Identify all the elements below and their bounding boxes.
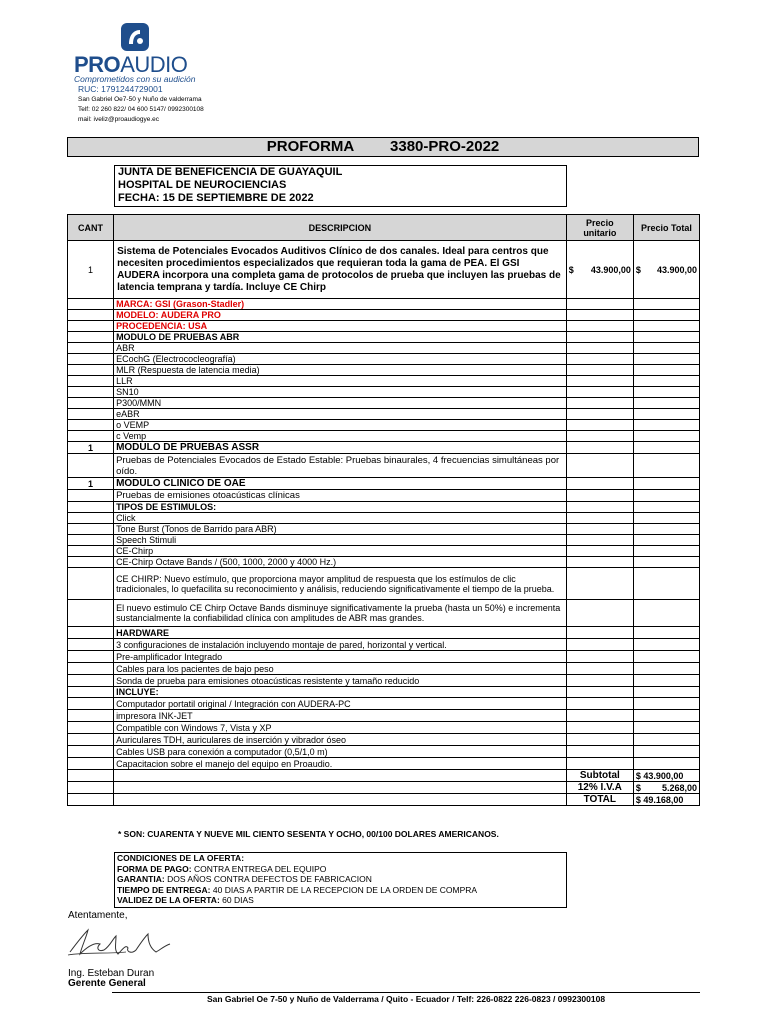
amount-in-words: * SON: CUARENTA Y NUEVE MIL CIENTO SESENTA Y OCHO, 00/100 DOLARES AMERICANOS. — [118, 829, 499, 839]
total-value: $ 49.168,00 — [633, 794, 699, 806]
signer-role: Gerente General — [68, 978, 146, 989]
list-item: P300/MMN — [114, 398, 567, 409]
table-row-main-item — [68, 241, 700, 299]
list-item: Computador portatil original / Integración con AUDERA-PC — [114, 698, 567, 710]
list-item: CE-Chirp — [114, 546, 567, 557]
total-label: TOTAL — [566, 794, 633, 806]
total-row — [68, 794, 700, 806]
iva-label: 12% I.V.A — [566, 782, 633, 794]
client-line-1: JUNTA DE BENEFICENCIA DE GUAYAQUIL — [118, 166, 343, 178]
page-footer: San Gabriel Oe 7-50 y Nuño de Valderrama / Quito - Ecuador / Telf: 226-0822 226-0823 / 0992300108 — [112, 992, 700, 1004]
origin-row: PROCEDENCIA: USA — [114, 321, 567, 332]
subtotal-label: Subtotal — [566, 770, 633, 782]
list-item: SN10 — [114, 387, 567, 398]
subtotal-value: $ 43.900,00 — [633, 770, 699, 782]
delivery-terms: TIEMPO DE ENTREGA: 40 DIAS A PARTIR DE LA RECEPCION DE LA ORDEN DE COMPRA — [117, 884, 478, 895]
warranty-terms: GARANTIA: DOS AÑOS CONTRA DEFECTOS DE FABRICACION — [117, 874, 372, 884]
octave-bands-note: El nuevo estimulo CE Chirp Octave Bands disminuye significativamente la prueba (hasta un 50%) e incrementa sustancialmente la confiabilidad clínica con amplitudes de ABR mas grandes. — [114, 600, 567, 627]
client-line-2: HOSPITAL DE NEUROCIENCIAS — [118, 179, 287, 191]
list-item: 3 configuraciones de instalación incluyendo montaje de pared, horizontal y vertical. — [114, 639, 567, 651]
col-header-unit: Precio unitario — [566, 215, 633, 241]
main-item-desc: Sistema de Potenciales Evocados Auditivos Clínico de dos canales. Ideal para centros que necesiten procedimientos especializados que requieran toda la gama de PEA. El GSI AUDERA incorpora una completa gama de protocolos de prueba que incluyen las pruebas de latencia temprana y tardía. Incluye CE Chirp — [114, 241, 567, 299]
main-item-qty: 1 — [68, 241, 114, 299]
main-item-unit-price: $ 43.900,00 — [566, 241, 633, 299]
proaudio-logo-icon — [120, 22, 150, 52]
list-item: Pre-amplificador Integrado — [114, 651, 567, 663]
brand-tagline: Comprometidos con su audición — [74, 74, 196, 84]
list-item: MLR (Respuesta de latencia media) — [114, 365, 567, 376]
assr-desc: Pruebas de Potenciales Evocados de Estado Estable: Pruebas binaurales, 4 frecuencias simultáneas por oído. — [114, 454, 567, 478]
includes-title: INCLUYE: — [114, 687, 567, 698]
hardware-title: HARDWARE — [114, 627, 567, 639]
client-info-box — [114, 165, 567, 207]
assr-qty: 1 — [68, 442, 114, 454]
list-item: Auriculares TDH, auriculares de inserción y vibrador óseo — [114, 734, 567, 746]
closing-greeting: Atentamente, — [68, 910, 128, 921]
model-row: MODELO: AUDERA PRO — [114, 310, 567, 321]
list-item: CE-Chirp Octave Bands / (500, 1000, 2000 y 4000 Hz.) — [114, 557, 567, 568]
oae-desc: Pruebas de emisiones otoacústicas clínicas — [114, 490, 567, 502]
iva-row — [68, 782, 700, 794]
oae-qty: 1 — [68, 478, 114, 490]
abr-module-title: MODULO DE PRUEBAS ABR — [114, 332, 567, 343]
conditions-title: CONDICIONES DE LA OFERTA: — [117, 853, 245, 863]
col-header-desc: DESCRIPCION — [114, 215, 567, 241]
company-address: San Gabriel Oe7-50 y Nuño de valderrama — [78, 96, 202, 103]
oae-module-title: MODULO CLINICO DE OAE — [114, 478, 567, 490]
list-item: ABR — [114, 343, 567, 354]
list-item: impresora INK-JET — [114, 710, 567, 722]
payment-terms: FORMA DE PAGO: CONTRA ENTREGA DEL EQUIPO — [117, 863, 327, 874]
list-item: o VEMP — [114, 420, 567, 431]
client-date: FECHA: 15 DE SEPTIEMBRE DE 2022 — [118, 192, 314, 204]
company-mail: mail: iveliz@proaudiogye.ec — [78, 116, 160, 123]
ce-chirp-note: CE CHIRP: Nuevo estímulo, que proporciona mayor amplitud de respuesta que los estímulos de clic tradicionales, lo quefacilita su reconocimiento y análisis, reduciendo significativamente el tiempo de la prueba. — [114, 568, 567, 600]
list-item: Cables para los pacientes de bajo peso — [114, 663, 567, 675]
validity-terms: VALIDEZ DE LA OFERTA: 60 DIAS — [117, 895, 254, 905]
list-item: Capacitacion sobre el manejo del equipo en Proaudio. — [114, 758, 567, 770]
stimulus-title: TIPOS DE ESTIMULOS: — [114, 502, 567, 513]
list-item: Compatible con Windows 7, Vista y XP — [114, 722, 567, 734]
company-logo-block — [74, 22, 244, 142]
list-item: LLR — [114, 376, 567, 387]
ruc-number: RUC: 1791244729001 — [78, 84, 163, 94]
list-item: Click — [114, 513, 567, 524]
list-item: c Vemp — [114, 431, 567, 442]
signature-icon — [66, 924, 176, 960]
assr-module-title: MODULO DE PRUEBAS ASSR — [114, 442, 567, 454]
list-item: Tone Burst (Tonos de Barrido para ABR) — [114, 524, 567, 535]
col-header-cant: CANT — [68, 215, 114, 241]
proforma-number: 3380-PRO-2022 — [390, 138, 500, 155]
offer-conditions-box — [114, 852, 567, 908]
iva-value: $ 5.268,00 — [633, 782, 699, 794]
list-item: eABR — [114, 409, 567, 420]
list-item: Cables USB para conexión a computador (0,5/1,0 m) — [114, 746, 567, 758]
signer-block — [68, 969, 154, 989]
items-table — [67, 214, 700, 806]
list-item: ECochG (Electrococleografía) — [114, 354, 567, 365]
col-header-total: Precio Total — [633, 215, 699, 241]
proforma-label: PROFORMA — [266, 138, 354, 155]
main-item-total-price: $ 43.900,00 — [633, 241, 699, 299]
company-phones: Telf: 02 260 822/ 04 600 5147/ 0992300108 — [78, 106, 204, 113]
signer-name: Ing. Esteban Duran — [68, 968, 155, 979]
brand-name: PROAUDIO — [74, 52, 188, 77]
subtotal-row — [68, 770, 700, 782]
proforma-title-bar — [67, 137, 699, 157]
brand-row: MARCA: GSI (Grason-Stadler) — [114, 299, 567, 310]
list-item: Sonda de prueba para emisiones otoacústicas resistente y tamaño reducido — [114, 675, 567, 687]
list-item: Speech Stimuli — [114, 535, 567, 546]
